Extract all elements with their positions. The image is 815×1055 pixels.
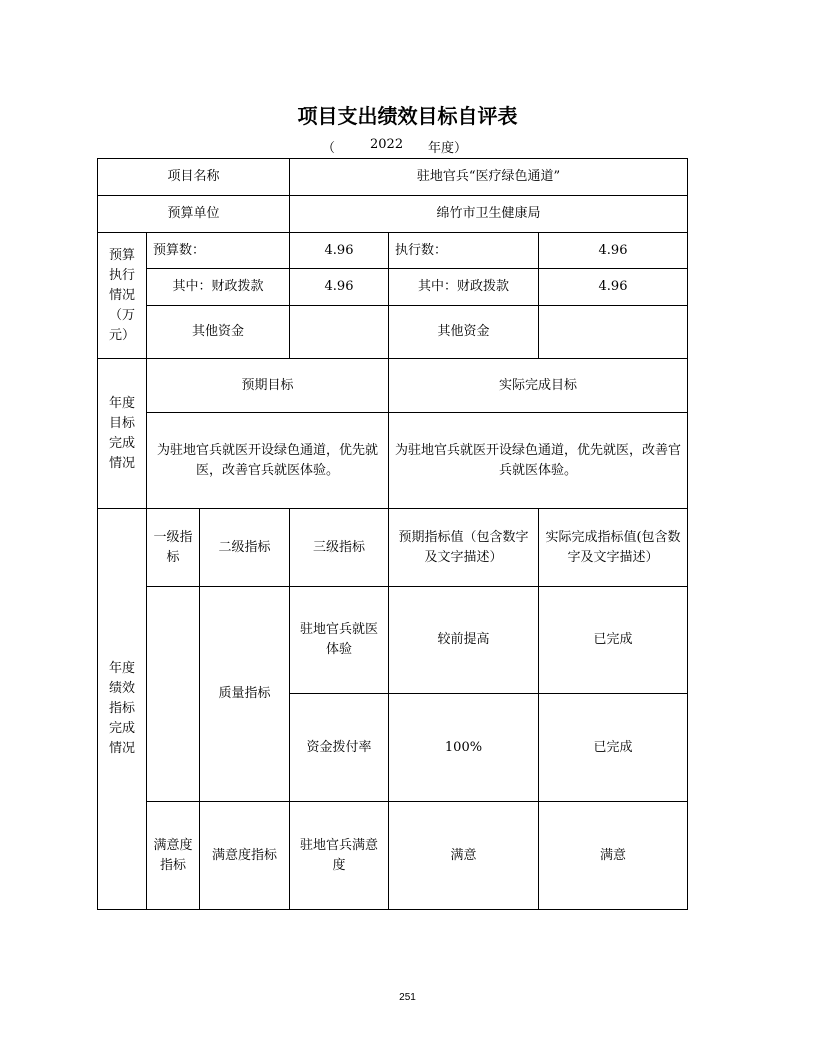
budget-unit-value: 绵竹市卫生健康局 xyxy=(290,196,688,233)
page-number: 251 xyxy=(399,992,416,1003)
other-label-1: 其他资金 xyxy=(147,306,290,359)
satisfaction-row xyxy=(98,802,688,910)
goal-side-label: 年度目标完成情况 xyxy=(98,359,147,509)
satisfaction-level1: 满意度指标 xyxy=(147,802,200,910)
other-value-2 xyxy=(539,306,688,359)
quality-level1 xyxy=(147,587,200,802)
budget-label: 预算数： xyxy=(147,233,290,269)
satisfaction-level3: 驻地官兵满意度 xyxy=(290,802,389,910)
quality-actual-1: 已完成 xyxy=(539,587,688,694)
fiscal-label-2: 其中：财政拨款 xyxy=(389,269,539,306)
project-name-value: 驻地官兵“医疗绿色通道” xyxy=(290,159,688,196)
actual-goal-header: 实际完成目标 xyxy=(389,359,688,413)
year-open-paren: （ xyxy=(322,141,336,156)
year-value: 2022 xyxy=(370,137,404,152)
fiscal-label-1: 其中：财政拨款 xyxy=(147,269,290,306)
quality-level3-1: 驻地官兵就医体验 xyxy=(290,587,389,694)
budget-value: 4.96 xyxy=(290,233,389,269)
exec-value: 4.96 xyxy=(539,233,688,269)
fiscal-value-1: 4.96 xyxy=(290,269,389,306)
quality-expected-1: 较前提高 xyxy=(389,587,539,694)
quality-expected-2: 100% xyxy=(389,694,539,802)
budget-unit-label: 预算单位 xyxy=(98,196,290,233)
performance-side-label: 年度绩效指标完成情况 xyxy=(98,509,147,910)
quality-actual-2: 已完成 xyxy=(539,694,688,802)
year-line xyxy=(0,137,815,156)
satisfaction-level2: 满意度指标 xyxy=(200,802,290,910)
fiscal-value-2: 4.96 xyxy=(539,269,688,306)
exec-label: 执行数： xyxy=(389,233,539,269)
other-funds-row xyxy=(98,306,688,359)
goal-header-row xyxy=(98,359,688,413)
project-name-row xyxy=(98,159,688,196)
header-level2: 二级指标 xyxy=(200,509,290,587)
actual-goal-text: 为驻地官兵就医开设绿色通道，优先就医，改善官兵就医体验。 xyxy=(389,413,688,509)
evaluation-table xyxy=(97,158,688,910)
header-actual: 实际完成指标值(包含数字及文字描述） xyxy=(539,509,688,587)
header-level3: 三级指标 xyxy=(290,509,389,587)
performance-header-row xyxy=(98,509,688,587)
project-name-label: 项目名称 xyxy=(98,159,290,196)
fiscal-row xyxy=(98,269,688,306)
satisfaction-expected: 满意 xyxy=(389,802,539,910)
quality-level2: 质量指标 xyxy=(200,587,290,802)
other-label-2: 其他资金 xyxy=(389,306,539,359)
header-level1: 一级指标 xyxy=(147,509,200,587)
budget-side-label: 预算执行情况（万元） xyxy=(98,233,147,359)
expected-goal-text: 为驻地官兵就医开设绿色通道，优先就医，改善官兵就医体验。 xyxy=(147,413,389,509)
quality-level3-2: 资金拨付率 xyxy=(290,694,389,802)
other-value-1 xyxy=(290,306,389,359)
budget-unit-row xyxy=(98,196,688,233)
budget-row xyxy=(98,233,688,269)
goal-text-row xyxy=(98,413,688,509)
satisfaction-actual: 满意 xyxy=(539,802,688,910)
quality-row-1 xyxy=(98,587,688,694)
header-expected: 预期指标值（包含数字及文字描述） xyxy=(389,509,539,587)
year-label: 年度） xyxy=(428,141,468,156)
page-title: 项目支出绩效目标自评表 xyxy=(297,104,518,128)
expected-goal-header: 预期目标 xyxy=(147,359,389,413)
